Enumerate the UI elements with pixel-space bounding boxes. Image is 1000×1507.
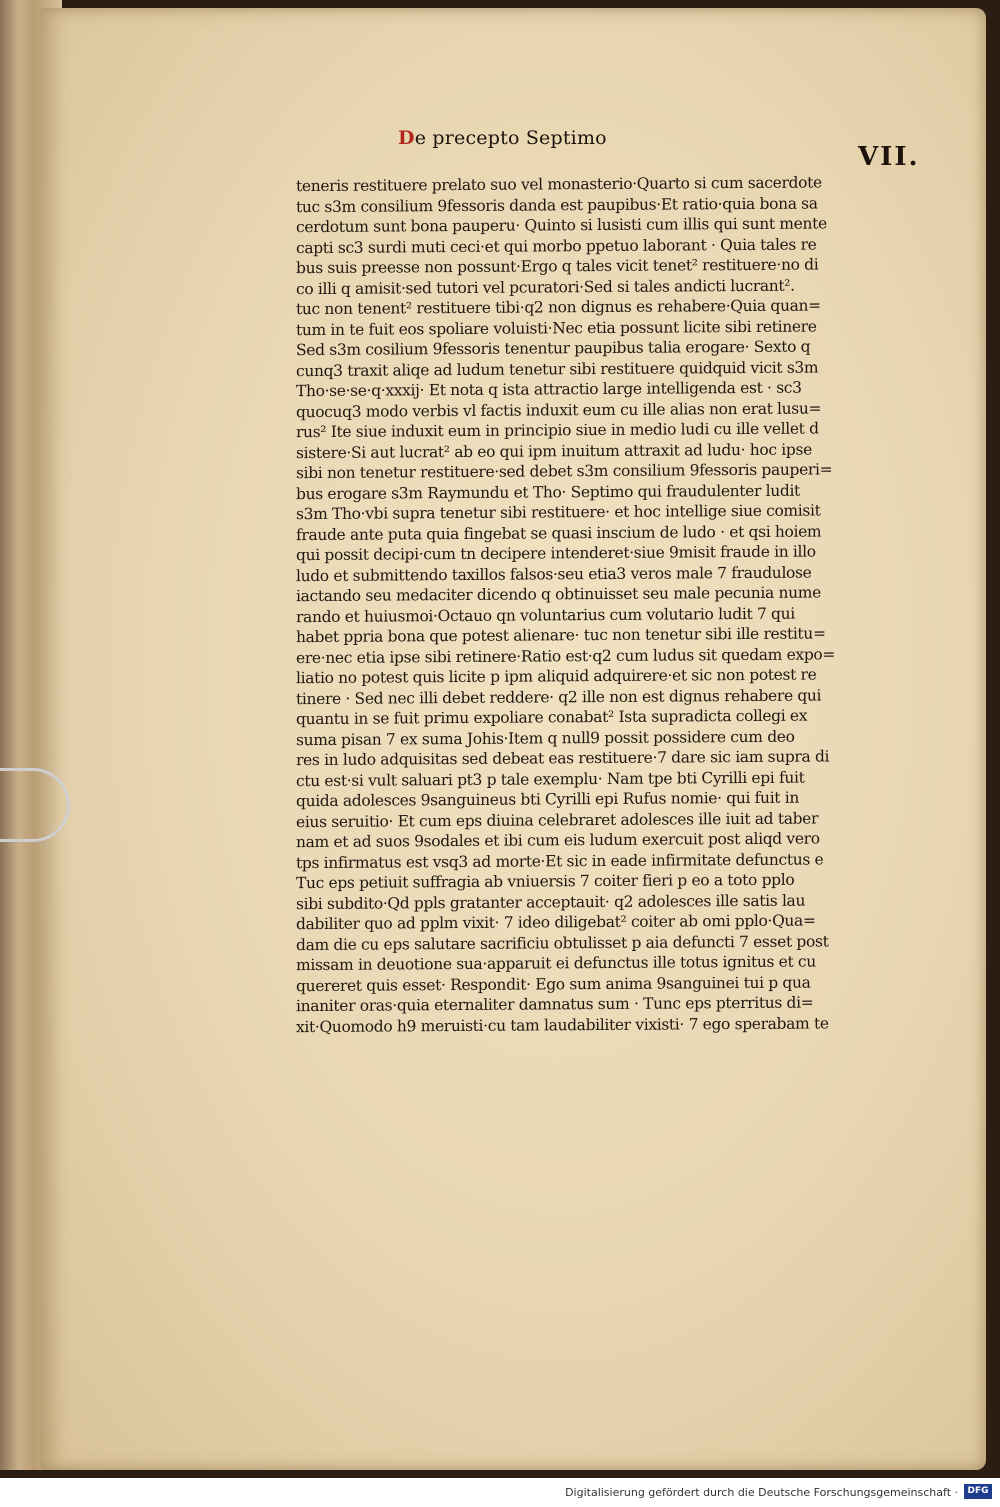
text-column bbox=[296, 174, 908, 1035]
text-line: s3m Tho·vbi supra tenetur sibi restituere· et hoc intellige siue comisit bbox=[296, 501, 821, 524]
folio-number: VII. bbox=[858, 142, 920, 172]
text-line: tinere · Sed nec illi debet reddere· q2 ille non est dignus rehabere qui bbox=[296, 685, 822, 708]
text-line: teneris restituere prelato suo vel monasterio·Quarto si cum sacerdote bbox=[296, 173, 822, 196]
running-header-text: e precepto Septimo bbox=[414, 127, 607, 149]
text-line: ludo et submittendo taxillos falsos·seu etia3 veros male 7 fraudulose bbox=[296, 563, 812, 585]
text-line: rus² Ite siue induxit eum in principio siue in medio ludi cu ille vellet d bbox=[296, 419, 819, 442]
text-line: dam die cu eps salutare sacrificiu obtulisset p aia defuncti 7 esset post bbox=[296, 931, 829, 954]
text-line: Sed s3m cosilium 9fessoris tenentur paupibus talia erogare· Sexto q bbox=[296, 337, 811, 360]
funding-credit: Digitalisierung gefördert durch die Deutsche Forschungsgemeinschaft · bbox=[565, 1486, 958, 1499]
text-line: cunq3 traxit aliqe ad ludum tenetur sibi restituere quidquid vicit s3m bbox=[296, 357, 819, 380]
text-line: bus erogare s3m Raymundu et Tho· Septimo qui fraudulenter ludit bbox=[296, 481, 800, 503]
running-header bbox=[398, 127, 607, 149]
text-line: sibi subdito·Qd ppls gratanter acceptauit· q2 adolesces ille satis lau bbox=[296, 891, 806, 913]
text-line: quantu in se fuit primu expoliare conabat² Ista supradicta collegi ex bbox=[296, 706, 808, 729]
rubric-initial: D bbox=[398, 127, 415, 149]
text-line: habet ppria bona que potest alienare· tuc non tenetur sibi ille restitu= bbox=[296, 624, 826, 647]
text-line: sibi non tenetur restituere·sed debet s3m consilium 9fessoris pauperi= bbox=[296, 460, 833, 483]
text-line: fraude ante puta quia fingebat se quasi inscium de ludo · et qsi hoiem bbox=[296, 521, 822, 544]
text-line: bus suis preesse non possunt·Ergo q tales vicit tenet² restituere·no di bbox=[296, 255, 819, 278]
text-line: inaniter oras·quia eternaliter damnatus sum · Tunc eps pterritus di= bbox=[296, 993, 814, 1016]
text-line: eius seruitio· Et cum eps diuina celebraret adolesces ille iuit ad taber bbox=[296, 808, 819, 831]
text-line: missam in deuotione sua·apparuit ei defunctus ille totus ignitus et cu bbox=[296, 952, 816, 975]
text-line: quereret quis esset· Respondit· Ego sum anima 9sanguinei tui p qua bbox=[296, 973, 811, 995]
text-line: cerdotum sunt bona pauperu· Quinto si lusisti cum illis qui sunt mente bbox=[296, 214, 827, 237]
text-line: suma pisan 7 ex suma Johis·Item q null9 possit possidere cum deo bbox=[296, 727, 795, 749]
text-line: iactando seu medaciter dicendo q obtinuisset seu male pecunia nume bbox=[296, 583, 821, 606]
text-line: nam et ad suos 9sodales et ibi cum eis ludum exercuit post aliqd vero bbox=[296, 829, 820, 852]
text-line: tuc s3m consilium 9fessoris danda est paupibus·Et ratio·quia bona sa bbox=[296, 193, 818, 216]
text-line: xit·Quomodo h9 meruisti·cu tam laudabiliter vixisti· 7 ego sperabam te bbox=[296, 1013, 829, 1036]
text-line: ere·nec etia ipse sibi retinere·Ratio est·q2 cum ludus sit quedam expo= bbox=[296, 644, 836, 667]
dfg-logo: DFG bbox=[964, 1484, 992, 1499]
text-line: quida adolesces 9sanguineus bti Cyrilli epi Rufus nomie· qui fuit in bbox=[296, 788, 799, 811]
text-line: qui possit decipi·cum tn decipere intenderet·siue 9misit fraude in illo bbox=[296, 542, 816, 565]
text-line: ctu est·si vult saluari pt3 p tale exemplu· Nam tpe bti Cyrilli epi fuit bbox=[296, 768, 805, 790]
text-line: res in ludo adquisitas sed debeat eas restituere·7 dare sic iam supra di bbox=[296, 747, 830, 770]
text-line: rando et huiusmoi·Octauo qn voluntarius cum volutario ludit 7 qui bbox=[296, 604, 795, 626]
text-line: liatio no potest quis licite p ipm aliquid adquirere·et sic non potest re bbox=[296, 665, 817, 688]
text-line: co illi q amisit·sed tutori vel pcuratori·Sed si tales andicti lucrant². bbox=[296, 276, 795, 298]
text-line: capti sc3 surdi muti ceci·et qui morbo ppetuo laborant · Quia tales re bbox=[296, 235, 817, 257]
text-line: Tuc eps petiuit suffragia ab vniuersis 7 coiter fieri p eo a toto pplo bbox=[296, 870, 795, 893]
text-line: tuc non tenent² restituere tibi·q2 non dignus es rehabere·Quia quan= bbox=[296, 296, 821, 319]
text-line: quocuq3 modo verbis vl factis induxit eum cu ille alias non erat lusu= bbox=[296, 398, 822, 421]
text-line: tps infirmatus est vsq3 ad morte·Et sic in eade infirmitate defunctus e bbox=[296, 849, 824, 872]
text-line: sistere·Si aut lucrat² ab eo qui ipm inuitum attraxit ad ludu· hoc ipse bbox=[296, 440, 812, 462]
text-line: dabiliter quo ad pplm vixit· 7 ideo diligebat² coiter ab omi pplo·Qua= bbox=[296, 911, 816, 934]
text-line: Tho·se·se·q·xxxij· Et nota q ista attractio large intelligenda est · sc3 bbox=[296, 378, 802, 401]
text-line: tum in te fuit eos spoliare voluisti·Nec etia possunt licite sibi retinere bbox=[296, 317, 817, 339]
